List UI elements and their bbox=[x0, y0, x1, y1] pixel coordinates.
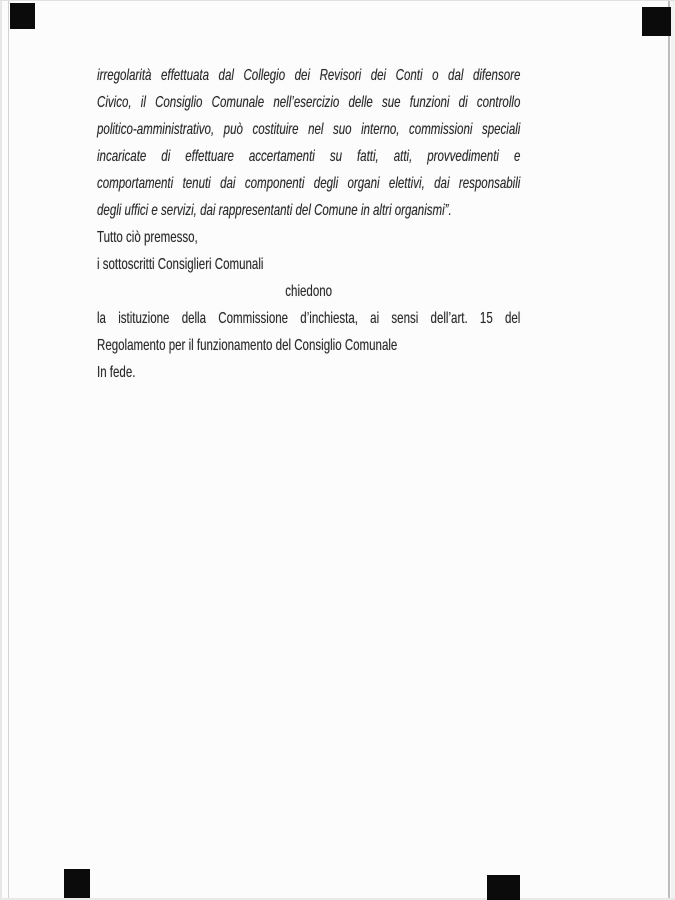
quoted-passage-line-6: degli uffici e servizi, dai rappresentanti del Comune in altri organismi”. bbox=[97, 202, 452, 219]
request-line-1: la istituzione della Commissione d’inchiesta, ai sensi dell’art. 15 del bbox=[97, 310, 521, 327]
document-text-block bbox=[97, 62, 520, 386]
page-border-right-line bbox=[668, 0, 670, 900]
premise-line: Tutto ciò premesso, bbox=[97, 229, 198, 246]
corner-mark-bottom-right bbox=[487, 875, 520, 900]
page-border-top-line bbox=[0, 0, 675, 1]
subscribers-line: i sottoscritti Consiglieri Comunali bbox=[97, 256, 264, 273]
in-fede-line: In fede. bbox=[97, 364, 136, 381]
request-line-2: Regolamento per il funzionamento del Consiglio Comunale bbox=[97, 337, 398, 354]
corner-mark-top-left bbox=[10, 3, 35, 29]
page-edge-left-shadow bbox=[0, 0, 2, 900]
quoted-passage-line-3: politico-amministrativo, può costituire nel suo interno, commissioni speciali bbox=[97, 121, 521, 138]
page-edge-right-shadow bbox=[671, 0, 675, 900]
corner-mark-top-right bbox=[642, 7, 671, 36]
quoted-passage-line-4: incaricate di effettuare accertamenti su fatti, atti, provvedimenti e bbox=[97, 148, 521, 165]
page-border-left-line bbox=[8, 0, 9, 900]
quoted-passage-line-2: Civico, il Consiglio Comunale nell’esercizio delle sue funzioni di controllo bbox=[97, 94, 521, 111]
corner-mark-bottom-left bbox=[64, 869, 90, 898]
quoted-passage-line-1: irregolarità effettuata dal Collegio dei Revisori dei Conti o dal difensore bbox=[97, 67, 521, 84]
chiedono-line: chiedono bbox=[285, 283, 333, 300]
quoted-passage-line-5: comportamenti tenuti dai componenti degli organi elettivi, dai responsabili bbox=[97, 175, 521, 192]
